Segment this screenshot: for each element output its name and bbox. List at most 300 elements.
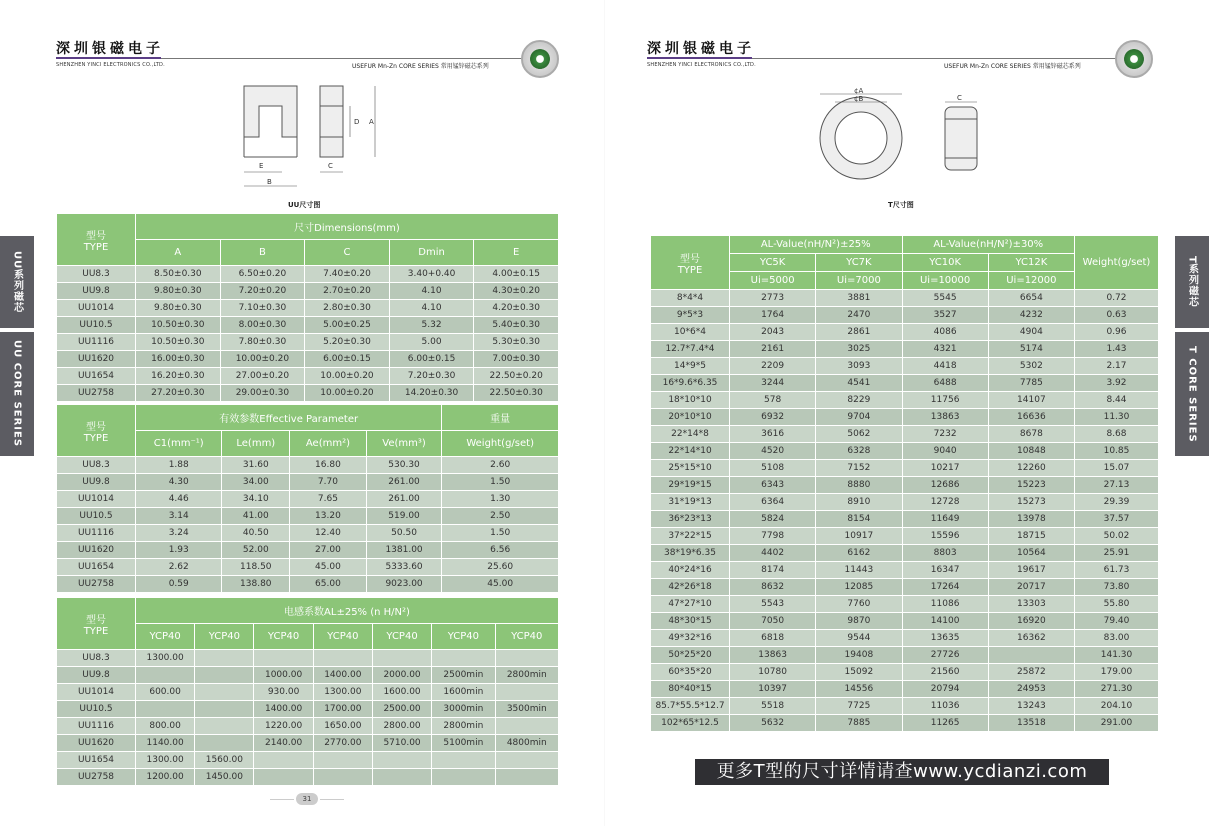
row-type-cell: 48*30*15	[651, 613, 730, 630]
type-header: 型号 TYPE	[651, 236, 730, 290]
table-cell: 13635	[902, 630, 988, 647]
row-type-cell: 29*19*15	[651, 477, 730, 494]
col-header: B	[220, 240, 305, 266]
table-cell: 16347	[902, 562, 988, 579]
table-row	[651, 613, 1159, 630]
row-type-cell: UU8.3	[57, 650, 136, 667]
table-cell: 2800.00	[372, 718, 431, 735]
table-cell: 7232	[902, 426, 988, 443]
table-cell: 14107	[988, 392, 1074, 409]
table-cell: 45.00	[442, 576, 559, 593]
table-cell: 1764	[730, 307, 816, 324]
table-row	[57, 684, 559, 701]
table-cell: 1560.00	[195, 752, 254, 769]
table-row	[57, 752, 559, 769]
table-cell: 5518	[730, 698, 816, 715]
table-cell: 1140.00	[136, 735, 195, 752]
table-cell: 5302	[988, 358, 1074, 375]
row-type-cell: UU10.5	[57, 701, 136, 718]
header-rule	[752, 58, 1130, 59]
table-cell: 8229	[816, 392, 902, 409]
table-cell: 2140.00	[254, 735, 313, 752]
material-header: YC12K	[988, 254, 1074, 272]
table-cell: 261.00	[366, 474, 442, 491]
table-cell: 10.00±0.20	[220, 351, 305, 368]
table-cell: 37.57	[1075, 511, 1159, 528]
table-cell: 179.00	[1075, 664, 1159, 681]
header-rule	[161, 58, 541, 59]
col-header: C1(mm⁻¹)	[136, 431, 222, 457]
row-type-cell: UU8.3	[57, 266, 136, 283]
table-cell: 578	[730, 392, 816, 409]
col-header: YCP40	[313, 624, 372, 650]
table-cell: 5.40±0.30	[474, 317, 559, 334]
series-title: USEFUR Mn-Zn CORE SERIES 常用锰锌磁芯系列	[944, 63, 1081, 70]
table-cell: 4321	[902, 341, 988, 358]
table-cell: 6932	[730, 409, 816, 426]
table-row	[57, 769, 559, 786]
table-cell: 20717	[988, 579, 1074, 596]
table-cell: 27726	[902, 647, 988, 664]
table-cell: 12.40	[290, 525, 367, 542]
table-cell: 7050	[730, 613, 816, 630]
table-cell	[254, 769, 313, 786]
table-cell: 9040	[902, 443, 988, 460]
table-cell: 930.00	[254, 684, 313, 701]
table-cell: 1.50	[442, 474, 559, 491]
col-header: Dmin	[389, 240, 474, 266]
table-cell: 5543	[730, 596, 816, 613]
logo-icon	[521, 40, 559, 78]
row-type-cell: UU10.5	[57, 508, 136, 525]
row-type-cell: 25*15*10	[651, 460, 730, 477]
table-cell: 4.10	[389, 283, 474, 300]
table-cell: 15596	[902, 528, 988, 545]
table-cell: 0.72	[1075, 290, 1159, 307]
table-cell: 5.20±0.30	[305, 334, 390, 351]
table-row	[57, 576, 559, 593]
table-cell: 1.43	[1075, 341, 1159, 358]
table-row	[651, 596, 1159, 613]
table-cell: 25.91	[1075, 545, 1159, 562]
table-cell: 17264	[902, 579, 988, 596]
dim-c: C	[328, 162, 333, 170]
table-cell: 20794	[902, 681, 988, 698]
dimensions-header: 尺寸Dimensions(mm)	[136, 214, 559, 240]
table-cell: 19408	[816, 647, 902, 664]
table-cell: 16.20±0.30	[136, 368, 221, 385]
table-cell: 8803	[902, 545, 988, 562]
table-cell: 2.60	[442, 457, 559, 474]
row-type-cell: 42*26*18	[651, 579, 730, 596]
table-row	[57, 368, 559, 385]
table-cell: 10848	[988, 443, 1074, 460]
row-type-cell: UU1014	[57, 300, 136, 317]
table-cell: 2770.00	[313, 735, 372, 752]
table-cell: 2.62	[136, 559, 222, 576]
table-cell: 1300.00	[313, 684, 372, 701]
effective-parameter-header: 有效参数Effective Parameter	[136, 405, 442, 431]
table-cell: 9.80±0.30	[136, 300, 221, 317]
table-cell: 5.00	[389, 334, 474, 351]
table-cell: 8.68	[1075, 426, 1159, 443]
row-type-cell: UU1620	[57, 735, 136, 752]
row-type-cell: 10*6*4	[651, 324, 730, 341]
table-cell: 8174	[730, 562, 816, 579]
side-tab-uu-en[interactable]: UU CORE SERIES	[0, 332, 34, 456]
table-cell: 12686	[902, 477, 988, 494]
table-cell: 15092	[816, 664, 902, 681]
table-cell: 11443	[816, 562, 902, 579]
row-type-cell: 12.7*7.4*4	[651, 341, 730, 358]
table-row	[651, 477, 1159, 494]
table-row	[651, 358, 1159, 375]
table-cell: 2.50	[442, 508, 559, 525]
table-cell: 3881	[816, 290, 902, 307]
table-row	[651, 375, 1159, 392]
table-cell: 6.00±0.15	[305, 351, 390, 368]
table-cell: 45.00	[290, 559, 367, 576]
table-cell	[372, 769, 431, 786]
table-cell	[432, 650, 495, 667]
page-number: 31	[296, 793, 318, 805]
table-cell: 1000.00	[254, 667, 313, 684]
table-cell: 10.50±0.30	[136, 334, 221, 351]
table-row	[651, 307, 1159, 324]
table-cell: 5100min	[432, 735, 495, 752]
table-cell: 7.20±0.20	[220, 283, 305, 300]
al-25-header: AL-Value(nH/N²)±25%	[730, 236, 903, 254]
t-diagram	[815, 86, 1005, 196]
table-cell: 12085	[816, 579, 902, 596]
table-cell: 1600.00	[372, 684, 431, 701]
table-cell: 5108	[730, 460, 816, 477]
table-row	[651, 409, 1159, 426]
row-type-cell: 16*9.6*6.35	[651, 375, 730, 392]
table-cell: 5062	[816, 426, 902, 443]
type-header: 型号 TYPE	[57, 598, 136, 650]
table-cell: 5174	[988, 341, 1074, 358]
table-row	[57, 667, 559, 684]
row-type-cell: 60*35*20	[651, 664, 730, 681]
table-cell: 40.50	[222, 525, 290, 542]
table-cell	[313, 650, 372, 667]
table-row	[651, 324, 1159, 341]
table-cell: 2773	[730, 290, 816, 307]
table-cell: 0.96	[1075, 324, 1159, 341]
table-cell: 10.00±0.20	[305, 368, 390, 385]
table-cell: 3000min	[432, 701, 495, 718]
t-core-table	[650, 235, 1159, 732]
table-cell: 3025	[816, 341, 902, 358]
table-cell: 22.50±0.20	[474, 368, 559, 385]
table-cell: 204.10	[1075, 698, 1159, 715]
table-cell: 2.80±0.30	[305, 300, 390, 317]
row-type-cell: 18*10*10	[651, 392, 730, 409]
table-row	[651, 545, 1159, 562]
table-cell: 61.73	[1075, 562, 1159, 579]
table-cell: 15.07	[1075, 460, 1159, 477]
row-type-cell: UU8.3	[57, 457, 136, 474]
table-cell: 6.56	[442, 542, 559, 559]
row-type-cell: UU10.5	[57, 317, 136, 334]
table-cell	[988, 647, 1074, 664]
table-row	[651, 341, 1159, 358]
table-cell: 21560	[902, 664, 988, 681]
table-cell: 118.50	[222, 559, 290, 576]
footer-line	[320, 799, 344, 800]
table-row	[651, 630, 1159, 647]
table-cell: 7.65	[290, 491, 367, 508]
table-cell: 73.80	[1075, 579, 1159, 596]
table-row	[57, 508, 559, 525]
table-cell: 9704	[816, 409, 902, 426]
table-cell: 9870	[816, 613, 902, 630]
table-cell: 6364	[730, 494, 816, 511]
table-row	[651, 647, 1159, 664]
table-row	[57, 474, 559, 491]
table-cell: 6488	[902, 375, 988, 392]
table-cell: 2800min	[432, 718, 495, 735]
table-cell: 22.50±0.30	[474, 385, 559, 402]
table-cell: 261.00	[366, 491, 442, 508]
table-cell: 10397	[730, 681, 816, 698]
table-cell	[195, 735, 254, 752]
table-cell: 16.80	[290, 457, 367, 474]
table-cell: 2470	[816, 307, 902, 324]
table-cell: 7152	[816, 460, 902, 477]
side-tab-uu-cn[interactable]: UU系列磁芯	[0, 236, 34, 328]
row-type-cell: 47*27*10	[651, 596, 730, 613]
table-cell: 8632	[730, 579, 816, 596]
table-row	[57, 351, 559, 368]
logo-icon	[1115, 40, 1153, 78]
table-cell: 12260	[988, 460, 1074, 477]
table-cell: 19617	[988, 562, 1074, 579]
table-row	[651, 426, 1159, 443]
table-cell	[495, 769, 558, 786]
table-cell: 11649	[902, 511, 988, 528]
table-cell: 13.20	[290, 508, 367, 525]
table-cell: 4.46	[136, 491, 222, 508]
dim-a: A	[369, 118, 374, 126]
row-type-cell: 49*32*16	[651, 630, 730, 647]
table-cell: 13243	[988, 698, 1074, 715]
side-tab-t-cn[interactable]: T系列磁芯	[1175, 236, 1209, 328]
row-type-cell: 9*5*3	[651, 307, 730, 324]
table-cell: 1220.00	[254, 718, 313, 735]
table-cell: 5824	[730, 511, 816, 528]
table-cell: 16.00±0.30	[136, 351, 221, 368]
table-row	[57, 300, 559, 317]
row-type-cell: 37*22*15	[651, 528, 730, 545]
dim-b: B	[267, 178, 272, 186]
row-type-cell: 85.7*55.5*12.7	[651, 698, 730, 715]
table-cell	[195, 684, 254, 701]
table-cell: 2.70±0.20	[305, 283, 390, 300]
table-cell: 4.30	[136, 474, 222, 491]
table-cell: 11265	[902, 715, 988, 732]
table-cell: 1200.00	[136, 769, 195, 786]
table-cell: 5.00±0.25	[305, 317, 390, 334]
table-cell: 14.20±0.30	[389, 385, 474, 402]
table-cell: 141.30	[1075, 647, 1159, 664]
table-cell: 1300.00	[136, 650, 195, 667]
table-cell: 79.40	[1075, 613, 1159, 630]
table-cell: 5545	[902, 290, 988, 307]
table-cell	[313, 769, 372, 786]
col-header: Ae(mm²)	[290, 431, 367, 457]
table-row	[651, 392, 1159, 409]
row-type-cell: 80*40*15	[651, 681, 730, 698]
table-cell: 5333.60	[366, 559, 442, 576]
col-header: YCP40	[432, 624, 495, 650]
table-cell: 4086	[902, 324, 988, 341]
table-cell: 4.00±0.15	[474, 266, 559, 283]
table-cell: 10917	[816, 528, 902, 545]
table-row	[57, 542, 559, 559]
table-row	[651, 681, 1159, 698]
dim-d: D	[354, 118, 360, 126]
table-cell	[195, 667, 254, 684]
table-cell: 4.20±0.30	[474, 300, 559, 317]
row-type-cell: UU1116	[57, 525, 136, 542]
table-cell: 7.70	[290, 474, 367, 491]
table-cell: 25872	[988, 664, 1074, 681]
row-type-cell: UU1654	[57, 368, 136, 385]
table-row	[57, 701, 559, 718]
table-cell: 8880	[816, 477, 902, 494]
material-header: YC5K	[730, 254, 816, 272]
table-cell: 7798	[730, 528, 816, 545]
table-cell: 1400.00	[254, 701, 313, 718]
table-cell: 4402	[730, 545, 816, 562]
table-cell: 4.10	[389, 300, 474, 317]
table-cell: 10564	[988, 545, 1074, 562]
table-row	[57, 525, 559, 542]
table-cell: 291.00	[1075, 715, 1159, 732]
table-cell: 519.00	[366, 508, 442, 525]
table-cell: 2.17	[1075, 358, 1159, 375]
table-row	[57, 385, 559, 402]
table-cell	[432, 752, 495, 769]
material-header: YC7K	[816, 254, 902, 272]
table-cell	[195, 650, 254, 667]
table-row	[651, 562, 1159, 579]
table-cell: 8.50±0.30	[136, 266, 221, 283]
row-type-cell: 22*14*10	[651, 443, 730, 460]
table-cell: 50.50	[366, 525, 442, 542]
ui-header: Ui=12000	[988, 272, 1074, 290]
brand-underline	[56, 57, 161, 59]
table-cell: 3500min	[495, 701, 558, 718]
dim-phi-b: ¢B	[854, 95, 864, 103]
table-cell: 5.32	[389, 317, 474, 334]
brand-cn: 深圳银磁电子	[647, 41, 755, 57]
table-cell: 2043	[730, 324, 816, 341]
table-cell	[495, 684, 558, 701]
table-cell: 10780	[730, 664, 816, 681]
table-row	[57, 491, 559, 508]
dim-phi-a: ¢A	[854, 87, 864, 95]
table-row	[651, 443, 1159, 460]
row-type-cell: UU9.8	[57, 474, 136, 491]
row-type-cell: UU1116	[57, 718, 136, 735]
table-cell: 5710.00	[372, 735, 431, 752]
table-cell: 600.00	[136, 684, 195, 701]
table-cell: 8910	[816, 494, 902, 511]
table-cell: 7.80±0.30	[220, 334, 305, 351]
side-tab-t-en[interactable]: T CORE SERIES	[1175, 332, 1209, 456]
table-row	[57, 283, 559, 300]
table-row	[57, 559, 559, 576]
table-cell: 15223	[988, 477, 1074, 494]
table-cell	[372, 650, 431, 667]
table-cell: 3093	[816, 358, 902, 375]
footer-line	[270, 799, 294, 800]
table-cell: 1.50	[442, 525, 559, 542]
al-30-header: AL-Value(nH/N²)±30%	[902, 236, 1075, 254]
table-cell: 1650.00	[313, 718, 372, 735]
table-cell: 52.00	[222, 542, 290, 559]
table-cell: 1700.00	[313, 701, 372, 718]
col-header: C	[305, 240, 390, 266]
row-type-cell: 22*14*8	[651, 426, 730, 443]
table-cell: 13863	[902, 409, 988, 426]
table-cell: 6654	[988, 290, 1074, 307]
weight-header: Weight(g/set)	[1075, 236, 1159, 290]
table-cell: 15273	[988, 494, 1074, 511]
table-cell: 4232	[988, 307, 1074, 324]
table-cell: 530.30	[366, 457, 442, 474]
col-header: YCP40	[195, 624, 254, 650]
col-header: YCP40	[372, 624, 431, 650]
table-cell: 16362	[988, 630, 1074, 647]
row-type-cell: 31*19*13	[651, 494, 730, 511]
table-cell: 50.02	[1075, 528, 1159, 545]
row-type-cell: UU1014	[57, 491, 136, 508]
row-type-cell: UU1654	[57, 559, 136, 576]
table-cell: 83.00	[1075, 630, 1159, 647]
col-header: E	[474, 240, 559, 266]
table-row	[57, 718, 559, 735]
table-cell: 7725	[816, 698, 902, 715]
table-cell: 9023.00	[366, 576, 442, 593]
ui-header: Ui=5000	[730, 272, 816, 290]
brand-en: SHENZHEN YINCI ELECTRONICS CO.,LTD.	[647, 62, 756, 68]
row-type-cell: UU1116	[57, 334, 136, 351]
table-row	[651, 664, 1159, 681]
table-cell: 3.14	[136, 508, 222, 525]
table-cell: 31.60	[222, 457, 290, 474]
website-banner[interactable]: 更多T型的尺寸详情请查www.ycdianzi.com	[695, 759, 1109, 785]
table-cell	[136, 667, 195, 684]
table-cell: 7.00±0.30	[474, 351, 559, 368]
table-cell	[136, 701, 195, 718]
table-row	[651, 528, 1159, 545]
uu-inductance-table	[56, 597, 559, 786]
table-cell: 3.24	[136, 525, 222, 542]
table-cell: 1381.00	[366, 542, 442, 559]
type-header: 型号 TYPE	[57, 214, 136, 266]
row-type-cell: UU9.8	[57, 667, 136, 684]
table-cell: 8678	[988, 426, 1074, 443]
table-row	[651, 494, 1159, 511]
al-header: 电感系数AL±25% (n H/N²)	[136, 598, 559, 624]
table-cell: 9544	[816, 630, 902, 647]
table-cell: 10.00±0.20	[305, 385, 390, 402]
table-cell: 1.93	[136, 542, 222, 559]
